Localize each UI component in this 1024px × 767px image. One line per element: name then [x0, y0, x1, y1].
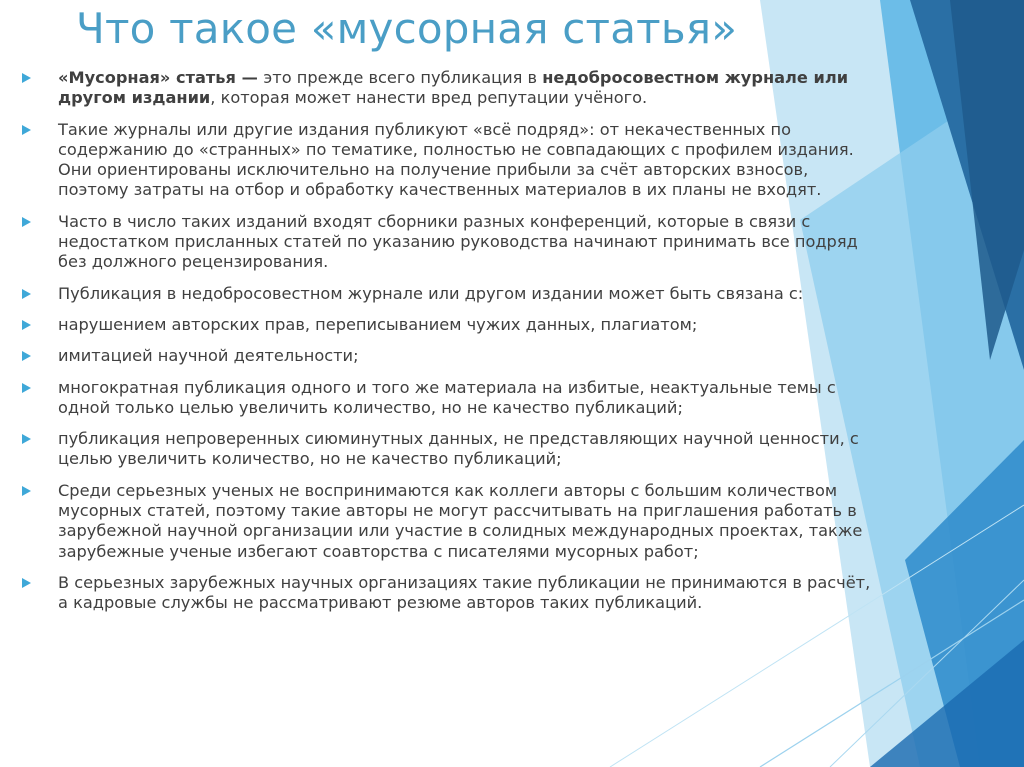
- bullet-list: [22, 68, 872, 625]
- bullet-text: «Мусорная» статья —: [58, 68, 264, 87]
- bullet-item: [22, 346, 872, 366]
- triangle-bullet-icon: [22, 434, 31, 444]
- bullet-item: [22, 284, 872, 304]
- slide-title: Что такое «мусорная статья»: [76, 4, 738, 53]
- bullet-text: нарушением авторских прав, переписыванием чужих данных, плагиатом;: [58, 314, 698, 334]
- bullet-item: [22, 573, 872, 614]
- bullet-text: имитацией научной деятельности;: [58, 346, 359, 366]
- bullet-item: [22, 481, 872, 562]
- bullet-text: это прежде всего публикация в: [263, 68, 543, 87]
- triangle-bullet-icon: [22, 578, 31, 588]
- bullet-item: [22, 68, 872, 109]
- bullet-text: многократная публикация одного и того же материала на избитые, неактуальные темы с одной только целью увеличить количество, но не качество публикаций;: [58, 377, 836, 417]
- triangle-bullet-icon: [22, 383, 31, 393]
- bullet-text: публикация непроверенных сиюминутных данных, не представляющих научной ценности, с целью увеличить количество, но не качество публикаций;: [58, 429, 859, 469]
- bullet-text: Часто в число таких изданий входят сборники разных конференций, которые в связи с недостатком присланных статей по указанию руководства начинают принимать все подряд без должного рецензирования.: [58, 211, 858, 272]
- triangle-bullet-icon: [22, 289, 31, 299]
- triangle-bullet-icon: [22, 125, 31, 135]
- triangle-bullet-icon: [22, 217, 31, 227]
- bullet-item: [22, 429, 872, 470]
- bullet-text: Такие журналы или другие издания публикуют «всё подряд»: от некачественных по содержанию до «странных» по тематике, полностью не совпадающих с профилем издания. Они ориентированы исключительно на получение прибыли за счёт авторских взносов, поэтому затраты на отбор и обработку качественных материалов в их планы не входят.: [58, 119, 854, 200]
- bullet-item: [22, 120, 872, 201]
- bullet-item: [22, 212, 872, 273]
- triangle-bullet-icon: [22, 351, 31, 361]
- bullet-text: , которая может нанести вред репутации учёного.: [210, 88, 648, 108]
- bullet-item: [22, 315, 872, 335]
- bullet-text: Среди серьезных ученых не воспринимаются как коллеги авторы с большим количеством мусорных статей, поэтому такие авторы не могут рассчитывать на приглашения работать в зарубежной научной организации или участие в солидных международных проектах, также зарубежные ученые избегают соавторства с писателями мусорных работ;: [58, 480, 863, 561]
- bullet-text: недобросовестном журнале или другом издании: [58, 68, 849, 108]
- bullet-text: В серьезных зарубежных научных организациях такие публикации не принимаются в расчёт, а кадровые службы не рассматривают резюме авторов таких публикаций.: [58, 572, 871, 613]
- triangle-bullet-icon: [22, 320, 31, 330]
- bullet-text: Публикация в недобросовестном журнале или другом издании может быть связана с:: [58, 283, 804, 303]
- triangle-bullet-icon: [22, 73, 31, 83]
- triangle-bullet-icon: [22, 486, 31, 496]
- bullet-item: [22, 378, 872, 419]
